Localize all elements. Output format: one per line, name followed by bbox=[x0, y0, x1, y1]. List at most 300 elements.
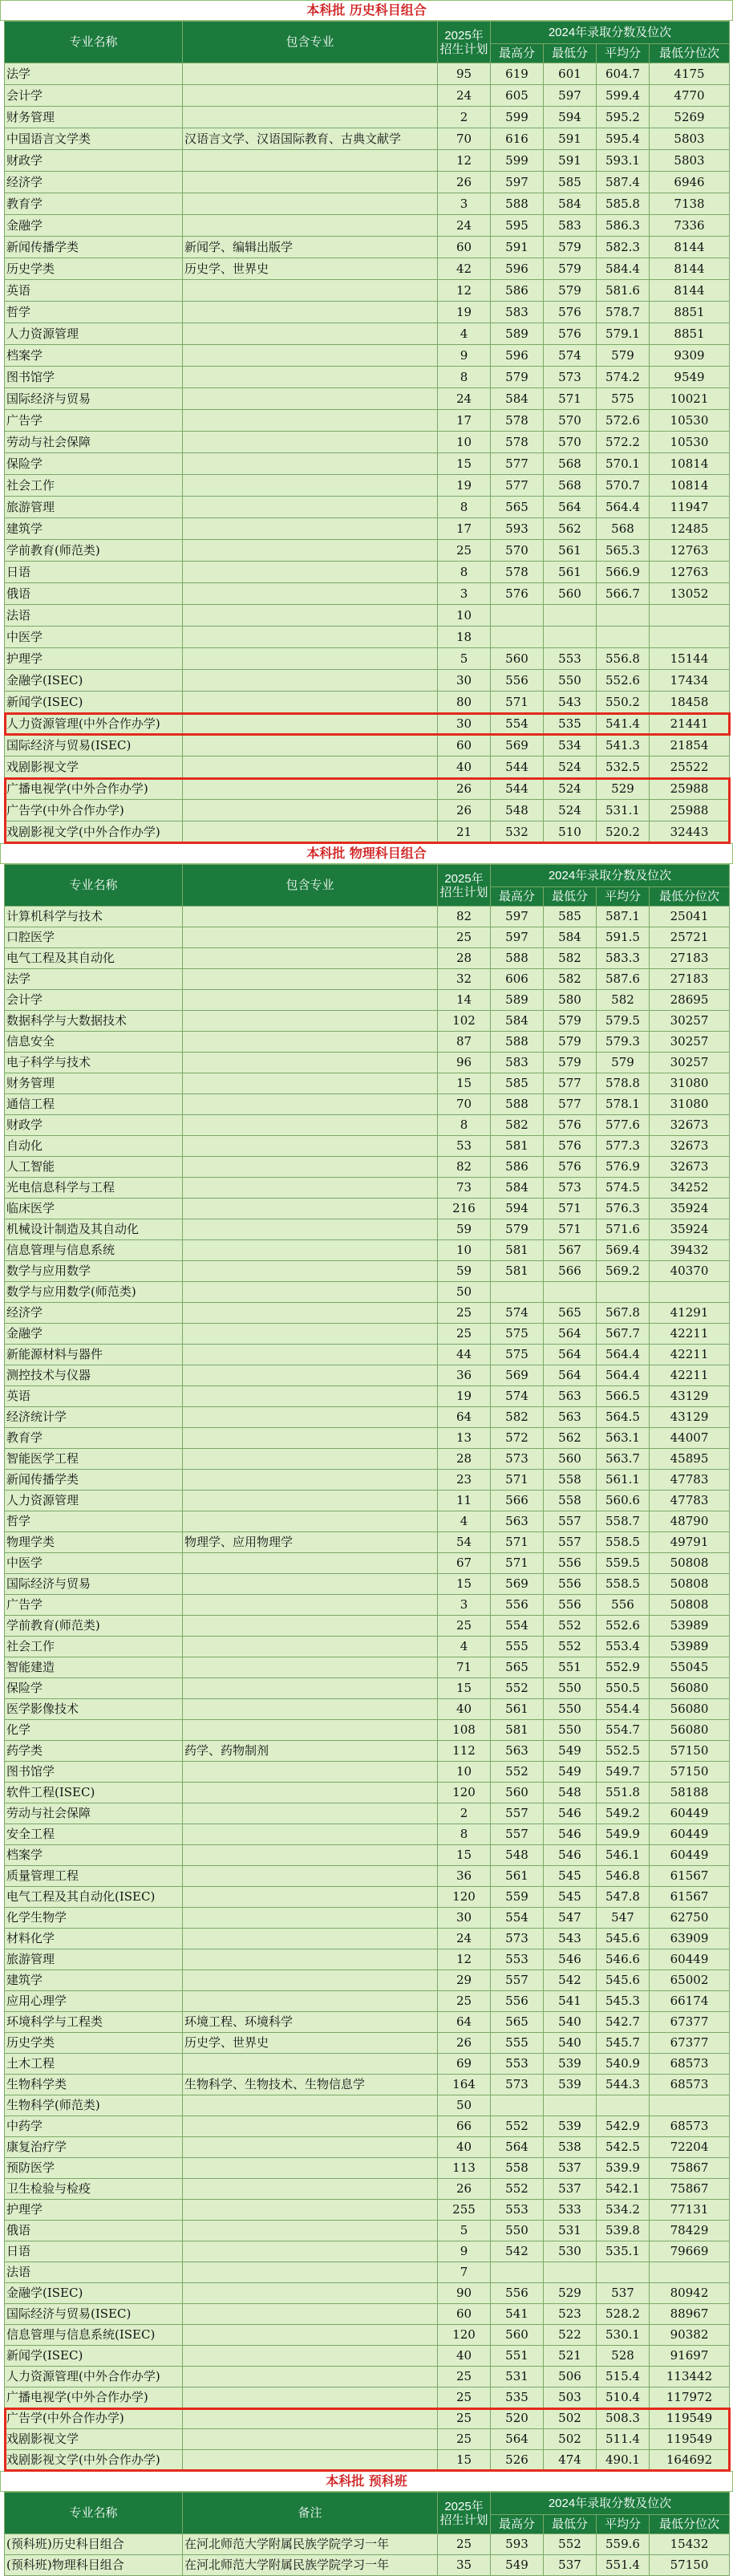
major-name: 经济学 bbox=[5, 172, 183, 193]
section-title: 本科批 预科班 bbox=[0, 2471, 733, 2492]
major-name: 日语 bbox=[5, 562, 183, 583]
max-score: 619 bbox=[491, 63, 544, 85]
min-score: 524 bbox=[544, 757, 597, 778]
avg-score: 546.8 bbox=[597, 1866, 650, 1887]
min-rank: 72204 bbox=[650, 2137, 730, 2158]
max-score: 531 bbox=[491, 2367, 544, 2387]
plan-count: 4 bbox=[438, 1637, 491, 1657]
min-rank: 68573 bbox=[650, 2075, 730, 2095]
table-row bbox=[5, 107, 730, 128]
avg-score: 552.5 bbox=[597, 1741, 650, 1762]
major-name: 康复治疗学 bbox=[5, 2137, 183, 2158]
min-rank: 50808 bbox=[650, 1574, 730, 1595]
plan-count: 96 bbox=[438, 1053, 491, 1073]
avg-score: 584.4 bbox=[597, 258, 650, 280]
table-row bbox=[5, 648, 730, 670]
table-row bbox=[5, 1553, 730, 1574]
min-rank: 119549 bbox=[650, 2429, 730, 2450]
major-name: 广告学(中外合作办学) bbox=[5, 800, 183, 821]
major-name: 劳动与社会保障 bbox=[5, 1803, 183, 1824]
max-score: 557 bbox=[491, 1824, 544, 1845]
included-majors bbox=[183, 280, 438, 302]
avg-score: 539.8 bbox=[597, 2221, 650, 2241]
min-rank: 90382 bbox=[650, 2325, 730, 2346]
min-rank: 7336 bbox=[650, 215, 730, 237]
table-row bbox=[5, 1720, 730, 1741]
plan-count: 40 bbox=[438, 1699, 491, 1720]
max-score: 570 bbox=[491, 540, 544, 562]
min-rank: 42211 bbox=[650, 1365, 730, 1386]
plan-count: 44 bbox=[438, 1345, 491, 1365]
included-majors bbox=[183, 757, 438, 778]
min-rank: 47783 bbox=[650, 1491, 730, 1511]
min-rank: 164692 bbox=[650, 2450, 730, 2471]
table-row bbox=[5, 237, 730, 258]
max-score: 552 bbox=[491, 1678, 544, 1699]
min-score: 539 bbox=[544, 2116, 597, 2137]
avg-score: 566.5 bbox=[597, 1386, 650, 1407]
included-majors bbox=[183, 605, 438, 627]
plan-count: 25 bbox=[438, 2367, 491, 2387]
major-name: 生物科学类 bbox=[5, 2075, 183, 2095]
plan-count: 108 bbox=[438, 1720, 491, 1741]
plan-count: 15 bbox=[438, 1845, 491, 1866]
max-score: 589 bbox=[491, 323, 544, 345]
major-name: 财政学 bbox=[5, 1115, 183, 1136]
max-score: 542 bbox=[491, 2241, 544, 2262]
min-rank: 42211 bbox=[650, 1324, 730, 1345]
min-rank: 48790 bbox=[650, 1511, 730, 1532]
major-name: 软件工程(ISEC) bbox=[5, 1783, 183, 1803]
included-majors bbox=[183, 453, 438, 475]
min-rank: 65002 bbox=[650, 1970, 730, 1991]
plan-count: 26 bbox=[438, 2179, 491, 2200]
avg-score: 574.5 bbox=[597, 1178, 650, 1199]
table-row bbox=[5, 948, 730, 969]
included-majors bbox=[183, 1240, 438, 1261]
avg-score: 541.3 bbox=[597, 735, 650, 757]
avg-score: 564.4 bbox=[597, 1365, 650, 1386]
plan-count: 10 bbox=[438, 605, 491, 627]
avg-score: 542.5 bbox=[597, 2137, 650, 2158]
max-score: 563 bbox=[491, 1741, 544, 1762]
table-row bbox=[5, 2012, 730, 2033]
min-score: 565 bbox=[544, 1303, 597, 1324]
avg-score: 587.4 bbox=[597, 172, 650, 193]
header-score_group: 2024年录取分数及位次 bbox=[491, 2493, 730, 2515]
avg-score: 542.9 bbox=[597, 2116, 650, 2137]
major-name: 数据科学与大数据技术 bbox=[5, 1011, 183, 1032]
plan-count: 8 bbox=[438, 1824, 491, 1845]
min-rank: 9549 bbox=[650, 367, 730, 388]
max-score: 599 bbox=[491, 150, 544, 172]
max-score: 616 bbox=[491, 128, 544, 150]
max-score: 553 bbox=[491, 2054, 544, 2075]
major-name: 广告学 bbox=[5, 1595, 183, 1616]
min-score: 546 bbox=[544, 1949, 597, 1970]
min-score: 576 bbox=[544, 1115, 597, 1136]
major-name: 化学 bbox=[5, 1720, 183, 1741]
plan-count: 255 bbox=[438, 2200, 491, 2221]
table-row bbox=[5, 1929, 730, 1949]
min-score: 560 bbox=[544, 583, 597, 605]
included-majors bbox=[183, 1261, 438, 1282]
included-majors bbox=[183, 63, 438, 85]
avg-score: 551.4 bbox=[597, 2555, 650, 2576]
min-score: 571 bbox=[544, 1199, 597, 1219]
min-score: 591 bbox=[544, 128, 597, 150]
plan-count: 25 bbox=[438, 1991, 491, 2012]
max-score: 566 bbox=[491, 1491, 544, 1511]
min-rank: 15432 bbox=[650, 2534, 730, 2555]
table-row bbox=[5, 1199, 730, 1219]
max-score: 583 bbox=[491, 1053, 544, 1073]
min-rank: 10814 bbox=[650, 453, 730, 475]
min-rank: 10530 bbox=[650, 410, 730, 432]
table-row bbox=[5, 2429, 730, 2450]
plan-count: 36 bbox=[438, 1866, 491, 1887]
plan-count: 8 bbox=[438, 1115, 491, 1136]
major-name: 新闻学(ISEC) bbox=[5, 692, 183, 713]
max-score: 574 bbox=[491, 1303, 544, 1324]
included-majors bbox=[183, 800, 438, 821]
avg-score: 541.4 bbox=[597, 713, 650, 735]
major-name: 俄语 bbox=[5, 2221, 183, 2241]
included-majors bbox=[183, 2179, 438, 2200]
max-score: 558 bbox=[491, 2158, 544, 2179]
min-score: 571 bbox=[544, 388, 597, 410]
plan-count: 25 bbox=[438, 2429, 491, 2450]
section-title: 本科批 物理科目组合 bbox=[0, 843, 733, 864]
plan-count: 25 bbox=[438, 1616, 491, 1637]
included-majors bbox=[183, 1386, 438, 1407]
table-row bbox=[5, 1762, 730, 1783]
min-score: 548 bbox=[544, 1783, 597, 1803]
min-rank: 60449 bbox=[650, 1845, 730, 1866]
plan-count: 26 bbox=[438, 172, 491, 193]
min-score: 552 bbox=[544, 1616, 597, 1637]
min-rank: 8851 bbox=[650, 302, 730, 323]
min-rank: 79669 bbox=[650, 2241, 730, 2262]
table-row bbox=[5, 1783, 730, 1803]
min-rank: 32443 bbox=[650, 821, 730, 843]
included-majors bbox=[183, 948, 438, 969]
major-name: 药学类 bbox=[5, 1741, 183, 1762]
min-score bbox=[544, 627, 597, 648]
max-score: 596 bbox=[491, 345, 544, 367]
major-name: 广告学(中外合作办学) bbox=[5, 2408, 183, 2429]
min-rank: 5803 bbox=[650, 150, 730, 172]
plan-count: 25 bbox=[438, 927, 491, 948]
min-score: 531 bbox=[544, 2221, 597, 2241]
max-score: 586 bbox=[491, 280, 544, 302]
included-majors bbox=[183, 2262, 438, 2283]
major-name: 土木工程 bbox=[5, 2054, 183, 2075]
avg-score: 575 bbox=[597, 388, 650, 410]
table-row bbox=[5, 2221, 730, 2241]
included-majors bbox=[183, 2387, 438, 2408]
included-majors bbox=[183, 1783, 438, 1803]
major-name: 护理学 bbox=[5, 2200, 183, 2221]
avg-score: 545.3 bbox=[597, 1991, 650, 2012]
included-majors bbox=[183, 2304, 438, 2325]
min-rank: 75867 bbox=[650, 2179, 730, 2200]
table-row bbox=[5, 1386, 730, 1407]
min-rank: 25041 bbox=[650, 907, 730, 927]
min-score bbox=[544, 2262, 597, 2283]
avg-score: 542.1 bbox=[597, 2179, 650, 2200]
header-rank: 最低分位次 bbox=[650, 2515, 730, 2534]
max-score: 549 bbox=[491, 2555, 544, 2576]
plan-count: 18 bbox=[438, 627, 491, 648]
avg-score: 511.4 bbox=[597, 2429, 650, 2450]
min-score: 561 bbox=[544, 562, 597, 583]
max-score: 588 bbox=[491, 1094, 544, 1115]
major-name: 学前教育(师范类) bbox=[5, 1616, 183, 1637]
plan-count: 82 bbox=[438, 907, 491, 927]
table-row bbox=[5, 1678, 730, 1699]
max-score: 571 bbox=[491, 1532, 544, 1553]
included-majors bbox=[183, 735, 438, 757]
plan-count: 29 bbox=[438, 1970, 491, 1991]
table-row bbox=[5, 1511, 730, 1532]
included-majors bbox=[183, 1720, 438, 1741]
table-row bbox=[5, 1032, 730, 1053]
max-score: 591 bbox=[491, 237, 544, 258]
min-rank: 30257 bbox=[650, 1053, 730, 1073]
plan-count: 17 bbox=[438, 410, 491, 432]
min-score: 571 bbox=[544, 1219, 597, 1240]
plan-count: 25 bbox=[438, 1303, 491, 1324]
table-row bbox=[5, 1574, 730, 1595]
major-name: 财务管理 bbox=[5, 107, 183, 128]
table-row bbox=[5, 2367, 730, 2387]
avg-score: 552.6 bbox=[597, 670, 650, 692]
min-rank: 57150 bbox=[650, 1741, 730, 1762]
min-score: 574 bbox=[544, 345, 597, 367]
major-name: (预科班)历史科目组合 bbox=[5, 2534, 183, 2555]
min-score: 579 bbox=[544, 1011, 597, 1032]
avg-score: 568 bbox=[597, 518, 650, 540]
table-row bbox=[5, 345, 730, 367]
plan-count: 3 bbox=[438, 583, 491, 605]
header-name: 专业名称 bbox=[5, 865, 183, 907]
avg-score: 549.7 bbox=[597, 1762, 650, 1783]
min-score: 539 bbox=[544, 2075, 597, 2095]
min-rank: 4770 bbox=[650, 85, 730, 107]
plan-count: 25 bbox=[438, 1324, 491, 1345]
table-row bbox=[5, 757, 730, 778]
table-row bbox=[5, 2555, 730, 2576]
avg-score: 577.3 bbox=[597, 1136, 650, 1157]
avg-score: 582 bbox=[597, 990, 650, 1011]
plan-count: 42 bbox=[438, 258, 491, 280]
table-row bbox=[5, 497, 730, 518]
min-score: 558 bbox=[544, 1491, 597, 1511]
plan-count: 25 bbox=[438, 2387, 491, 2408]
max-score: 571 bbox=[491, 692, 544, 713]
included-majors bbox=[183, 670, 438, 692]
included-majors bbox=[183, 1115, 438, 1136]
max-score: 557 bbox=[491, 1803, 544, 1824]
plan-count: 24 bbox=[438, 388, 491, 410]
plan-count: 40 bbox=[438, 2346, 491, 2367]
min-rank: 47783 bbox=[650, 1470, 730, 1491]
plan-count: 10 bbox=[438, 432, 491, 453]
table-row bbox=[5, 280, 730, 302]
plan-count: 50 bbox=[438, 1282, 491, 1303]
max-score: 597 bbox=[491, 172, 544, 193]
included-majors bbox=[183, 1908, 438, 1929]
min-rank: 56080 bbox=[650, 1678, 730, 1699]
table-row bbox=[5, 2262, 730, 2283]
table-row bbox=[5, 692, 730, 713]
major-name: 临床医学 bbox=[5, 1199, 183, 1219]
included-majors bbox=[183, 475, 438, 497]
min-score: 582 bbox=[544, 969, 597, 990]
min-rank: 56080 bbox=[650, 1720, 730, 1741]
plan-count: 64 bbox=[438, 2012, 491, 2033]
plan-count: 14 bbox=[438, 990, 491, 1011]
major-name: 广播电视学(中外合作办学) bbox=[5, 2387, 183, 2408]
min-score: 561 bbox=[544, 540, 597, 562]
avg-score: 547.8 bbox=[597, 1887, 650, 1908]
major-name: 日语 bbox=[5, 2241, 183, 2262]
min-score: 506 bbox=[544, 2367, 597, 2387]
plan-count: 30 bbox=[438, 670, 491, 692]
min-score: 576 bbox=[544, 1157, 597, 1178]
min-score: 556 bbox=[544, 1553, 597, 1574]
plan-count: 120 bbox=[438, 1783, 491, 1803]
header-max: 最高分 bbox=[491, 44, 544, 63]
min-rank: 21854 bbox=[650, 735, 730, 757]
min-score: 579 bbox=[544, 280, 597, 302]
max-score: 585 bbox=[491, 1073, 544, 1094]
min-rank: 60449 bbox=[650, 1803, 730, 1824]
plan-count: 54 bbox=[438, 1532, 491, 1553]
plan-count: 10 bbox=[438, 1762, 491, 1783]
min-score: 594 bbox=[544, 107, 597, 128]
max-score: 584 bbox=[491, 388, 544, 410]
avg-score: 535.1 bbox=[597, 2241, 650, 2262]
min-score: 543 bbox=[544, 692, 597, 713]
min-rank: 60449 bbox=[650, 1949, 730, 1970]
included-majors bbox=[183, 2367, 438, 2387]
max-score: 584 bbox=[491, 1011, 544, 1032]
min-score: 562 bbox=[544, 518, 597, 540]
included-majors bbox=[183, 1657, 438, 1678]
min-score: 534 bbox=[544, 735, 597, 757]
included-majors bbox=[183, 1449, 438, 1470]
table-row bbox=[5, 1136, 730, 1157]
included-majors bbox=[183, 302, 438, 323]
max-score: 572 bbox=[491, 1428, 544, 1449]
table-row bbox=[5, 2450, 730, 2471]
avg-score: 550.2 bbox=[597, 692, 650, 713]
plan-count: 30 bbox=[438, 713, 491, 735]
plan-count: 26 bbox=[438, 800, 491, 821]
plan-count: 30 bbox=[438, 1908, 491, 1929]
avg-score: 545.6 bbox=[597, 1970, 650, 1991]
min-rank: 77131 bbox=[650, 2200, 730, 2221]
max-score: 560 bbox=[491, 648, 544, 670]
plan-count: 40 bbox=[438, 757, 491, 778]
max-score: 571 bbox=[491, 1553, 544, 1574]
included-majors: 药学、药物制剂 bbox=[183, 1741, 438, 1762]
min-score: 538 bbox=[544, 2137, 597, 2158]
plan-count: 5 bbox=[438, 2221, 491, 2241]
max-score: 574 bbox=[491, 1386, 544, 1407]
plan-count: 24 bbox=[438, 85, 491, 107]
table-row bbox=[5, 1699, 730, 1720]
avg-score: 554.4 bbox=[597, 1699, 650, 1720]
max-score: 564 bbox=[491, 2137, 544, 2158]
major-name: 经济学 bbox=[5, 1303, 183, 1324]
table-row bbox=[5, 1094, 730, 1115]
plan-count: 7 bbox=[438, 2262, 491, 2283]
min-rank: 13052 bbox=[650, 583, 730, 605]
plan-count: 12 bbox=[438, 150, 491, 172]
table-row bbox=[5, 172, 730, 193]
included-majors bbox=[183, 85, 438, 107]
avg-score: 563.7 bbox=[597, 1449, 650, 1470]
avg-score: 593.1 bbox=[597, 150, 650, 172]
plan-count: 15 bbox=[438, 1073, 491, 1094]
max-score: 575 bbox=[491, 1324, 544, 1345]
max-score: 582 bbox=[491, 1115, 544, 1136]
included-majors bbox=[183, 562, 438, 583]
avg-score: 545.6 bbox=[597, 1929, 650, 1949]
table-row bbox=[5, 410, 730, 432]
major-name: 材料化学 bbox=[5, 1929, 183, 1949]
table-row bbox=[5, 2534, 730, 2555]
avg-score: 558.7 bbox=[597, 1511, 650, 1532]
included-majors: 生物科学、生物技术、生物信息学 bbox=[183, 2075, 438, 2095]
max-score: 555 bbox=[491, 2033, 544, 2054]
major-name: 档案学 bbox=[5, 345, 183, 367]
major-name: 英语 bbox=[5, 1386, 183, 1407]
major-name: 安全工程 bbox=[5, 1824, 183, 1845]
included-majors bbox=[183, 1511, 438, 1532]
table-row bbox=[5, 475, 730, 497]
header-plan: 2025年招生计划 bbox=[438, 2493, 491, 2534]
min-score: 546 bbox=[544, 1803, 597, 1824]
major-name: 预防医学 bbox=[5, 2158, 183, 2179]
min-rank: 78429 bbox=[650, 2221, 730, 2241]
table-row bbox=[5, 1532, 730, 1553]
max-score: 578 bbox=[491, 562, 544, 583]
min-score: 556 bbox=[544, 1574, 597, 1595]
max-score: 578 bbox=[491, 432, 544, 453]
avg-score bbox=[597, 2262, 650, 2283]
table-row bbox=[5, 1449, 730, 1470]
min-score: 537 bbox=[544, 2158, 597, 2179]
major-name: 戏剧影视文学 bbox=[5, 757, 183, 778]
plan-count: 26 bbox=[438, 2033, 491, 2054]
included-majors bbox=[183, 1011, 438, 1032]
major-name: 教育学 bbox=[5, 1428, 183, 1449]
avg-score: 547 bbox=[597, 1908, 650, 1929]
avg-score: 558.5 bbox=[597, 1532, 650, 1553]
min-score: 540 bbox=[544, 2012, 597, 2033]
plan-count: 19 bbox=[438, 475, 491, 497]
min-score: 579 bbox=[544, 1053, 597, 1073]
max-score: 544 bbox=[491, 778, 544, 800]
major-name: 图书馆学 bbox=[5, 1762, 183, 1783]
min-score: 530 bbox=[544, 2241, 597, 2262]
major-name: 英语 bbox=[5, 280, 183, 302]
max-score: 569 bbox=[491, 735, 544, 757]
